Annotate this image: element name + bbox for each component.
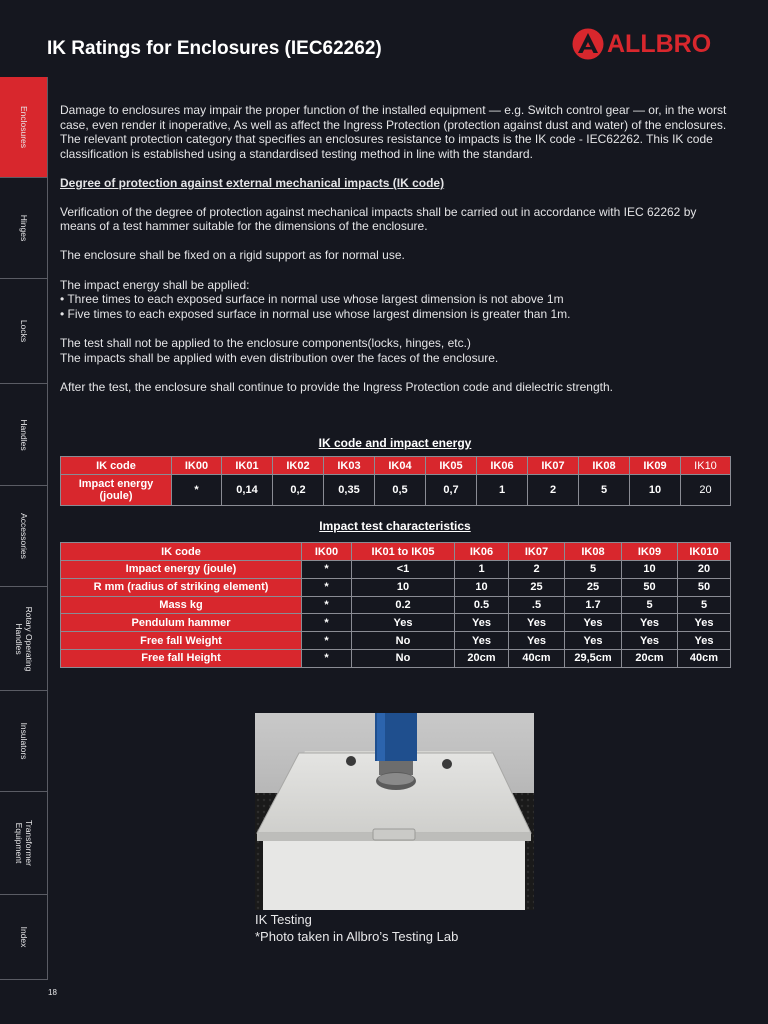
table2-cell: Yes xyxy=(622,632,678,650)
table-row xyxy=(61,578,731,596)
distribution-paragraph: The impacts shall be applied with even distribution over the faces of the enclosure. xyxy=(60,350,499,365)
table2-header-cell: IK00 xyxy=(302,543,352,561)
table2-cell: 5 xyxy=(622,596,678,614)
table2-header-row xyxy=(61,543,731,561)
table2-cell: Yes xyxy=(678,614,731,632)
table2-cell: Yes xyxy=(565,632,622,650)
table2-row-label: Impact energy (joule) xyxy=(61,561,302,579)
table1-cell: 2 xyxy=(528,475,579,506)
table2-row-label: Free fall Weight xyxy=(61,632,302,650)
table1-cell: 0,35 xyxy=(324,475,375,506)
table-row xyxy=(61,649,731,667)
ik-test-rig-image xyxy=(255,713,534,910)
photo-caption-note: *Photo taken in Allbro’s Testing Lab xyxy=(255,929,459,944)
table1-header-cell: IK06 xyxy=(477,457,528,475)
table2-cell: 25 xyxy=(565,578,622,596)
table2-header-cell: IK07 xyxy=(509,543,565,561)
sidebar-tab-label: Index xyxy=(18,926,29,948)
sidebar-tab-label: Handles xyxy=(18,418,29,451)
table2-cell: Yes xyxy=(565,614,622,632)
table2-cell: 10 xyxy=(352,578,455,596)
table2-cell: 20cm xyxy=(455,649,509,667)
table2-cell: No xyxy=(352,649,455,667)
table2-cell: No xyxy=(352,632,455,650)
table2-cell: 25 xyxy=(509,578,565,596)
table2-cell: 10 xyxy=(455,578,509,596)
table2-cell: * xyxy=(302,649,352,667)
table-row xyxy=(61,596,731,614)
table2-cell: 1 xyxy=(455,561,509,579)
table2-cell: * xyxy=(302,632,352,650)
allbro-logo-icon xyxy=(572,28,604,60)
table1-cell: * xyxy=(172,475,222,506)
components-paragraph: The test shall not be applied to the enclosure components(locks, hinges, etc.) xyxy=(60,335,471,350)
table1-cell: 20 xyxy=(681,475,731,506)
photo-caption xyxy=(255,911,458,945)
table2-header-cell: IK09 xyxy=(622,543,678,561)
ik-testing-photo xyxy=(255,713,534,910)
table2-cell: 5 xyxy=(565,561,622,579)
table1-header-cell: IK01 xyxy=(222,457,273,475)
table-row xyxy=(61,614,731,632)
impact-bullet: • Five times to each exposed surface in normal use whose largest dimension is greater than 1m. xyxy=(60,306,571,321)
fixing-paragraph: The enclosure shall be fixed on a rigid support as for normal use. xyxy=(60,248,405,263)
table1-header-cell: IK03 xyxy=(324,457,375,475)
impact-bullet: • Three times to each exposed surface in normal use whose largest dimension is not above 1m xyxy=(60,292,564,307)
body-text xyxy=(60,103,730,409)
table2-cell: 40cm xyxy=(678,649,731,667)
table2-cell: 50 xyxy=(678,578,731,596)
table2-header-cell: IK06 xyxy=(455,543,509,561)
table-row xyxy=(61,561,731,579)
sidebar-tab-label: Hinges xyxy=(18,214,29,242)
impact-characteristics-table xyxy=(60,542,731,668)
table2-cell: 50 xyxy=(622,578,678,596)
sidebar-tab-locks[interactable] xyxy=(0,279,47,384)
table2-cell: 29,5cm xyxy=(565,649,622,667)
table2-header-cell: IK010 xyxy=(678,543,731,561)
table1-header-cell: IK04 xyxy=(375,457,426,475)
sidebar-tab-label: Enclosures xyxy=(18,105,29,149)
table2-header-cell: IK08 xyxy=(565,543,622,561)
table1-header-cell: IK08 xyxy=(579,457,630,475)
table2-cell: Yes xyxy=(455,632,509,650)
table2-cell: 40cm xyxy=(509,649,565,667)
table1-header-cell: IK code xyxy=(61,457,172,475)
table1-header-cell: IK00 xyxy=(172,457,222,475)
sidebar-tab-insulators[interactable] xyxy=(0,691,47,792)
sidebar-tab-label: Rotary Operating Handles xyxy=(13,606,34,671)
table2-cell: * xyxy=(302,561,352,579)
table1-cell: 0,5 xyxy=(375,475,426,506)
ik-energy-table xyxy=(60,456,731,506)
sidebar-tab-label: Accessories xyxy=(18,513,29,559)
table1-row-label: Impact energy (joule) xyxy=(61,475,172,506)
table1-cell: 0,7 xyxy=(426,475,477,506)
sidebar-tab-transformer-equipment[interactable] xyxy=(0,792,47,895)
table1-header-cell: IK09 xyxy=(630,457,681,475)
table1-header-cell: IK02 xyxy=(273,457,324,475)
verification-paragraph: Verification of the degree of protection against mechanical impacts shall be carried out in accordance with IEC 62262 by means of a test hammer suitable for the dimensions of the enclosure. xyxy=(60,204,697,234)
table2-cell: 2 xyxy=(509,561,565,579)
table1-cell: 0,2 xyxy=(273,475,324,506)
table2-cell: Yes xyxy=(509,614,565,632)
sidebar-tab-rotary-operating-handles[interactable] xyxy=(0,587,47,691)
sidebar-tab-hinges[interactable] xyxy=(0,178,47,279)
table1-cell: 0,14 xyxy=(222,475,273,506)
sidebar-tab-label: Locks xyxy=(18,319,29,343)
sidebar-tab-enclosures[interactable] xyxy=(0,77,47,178)
table2-caption: Impact test characteristics xyxy=(319,519,471,533)
table1-cell: 1 xyxy=(477,475,528,506)
table2-cell: 0.5 xyxy=(455,596,509,614)
table2-cell: 1.7 xyxy=(565,596,622,614)
page-number: 18 xyxy=(48,988,57,997)
sidebar-tab-label: Insulators xyxy=(18,722,29,760)
table2-cell: 20 xyxy=(678,561,731,579)
sidebar-tab-accessories[interactable] xyxy=(0,486,47,587)
sidebar-nav xyxy=(0,77,48,980)
table2-cell: * xyxy=(302,578,352,596)
table2-cell: * xyxy=(302,596,352,614)
table2-cell: Yes xyxy=(678,632,731,650)
table2-cell: <1 xyxy=(352,561,455,579)
table1-header-cell: IK07 xyxy=(528,457,579,475)
page-title: IK Ratings for Enclosures (IEC62262) xyxy=(47,38,382,59)
brand-name: ALLBRO xyxy=(607,29,712,58)
table2-cell: .5 xyxy=(509,596,565,614)
table2-row-label: Pendulum hammer xyxy=(61,614,302,632)
table2-cell: Yes xyxy=(352,614,455,632)
table2-cell: Yes xyxy=(622,614,678,632)
intro-paragraph: Damage to enclosures may impair the proper function of the installed equipment — e.g. Switch control gear — or, in the worst case, even render it inoperative, As well as affect the Ingress Protection (protection against dust and water) of the enclosures. The relevant protection category that specifies an enclosures resistance to impacts is the IK code - IEC62262. This IK code classification is established using a standardised testing method in line with the standard. xyxy=(60,103,727,161)
table-row xyxy=(61,632,731,650)
table2-row-label: Mass kg xyxy=(61,596,302,614)
sidebar-tab-handles[interactable] xyxy=(0,384,47,486)
table1-caption: IK code and impact energy xyxy=(318,436,472,450)
table1-cell: 10 xyxy=(630,475,681,506)
table1-header-cell: IK10 xyxy=(681,457,731,475)
table2-cell: 10 xyxy=(622,561,678,579)
table2-cell: Yes xyxy=(509,632,565,650)
table2-cell: 5 xyxy=(678,596,731,614)
table2-header-cell: IK code xyxy=(61,543,302,561)
table2-row-label: R mm (radius of striking element) xyxy=(61,578,302,596)
impact-intro: The impact energy shall be applied: xyxy=(60,277,250,292)
photo-caption-title: IK Testing xyxy=(255,912,312,927)
table2-cell: * xyxy=(302,614,352,632)
table1-cell: 5 xyxy=(579,475,630,506)
table2-row-label: Free fall Height xyxy=(61,649,302,667)
table1-header-cell: IK05 xyxy=(426,457,477,475)
table2-cell: Yes xyxy=(455,614,509,632)
sidebar-tab-index[interactable] xyxy=(0,895,47,980)
table2-cell: 20cm xyxy=(622,649,678,667)
table2-cell: 0.2 xyxy=(352,596,455,614)
table2-header-cell: IK01 to IK05 xyxy=(352,543,455,561)
section-subheading: Degree of protection against external mechanical impacts (IK code) xyxy=(60,175,445,190)
sidebar-tab-label: Transformer Equipment xyxy=(13,820,34,866)
brand-logo xyxy=(572,27,711,61)
after-test-paragraph: After the test, the enclosure shall continue to provide the Ingress Protection code and dielectric strength. xyxy=(60,379,613,394)
